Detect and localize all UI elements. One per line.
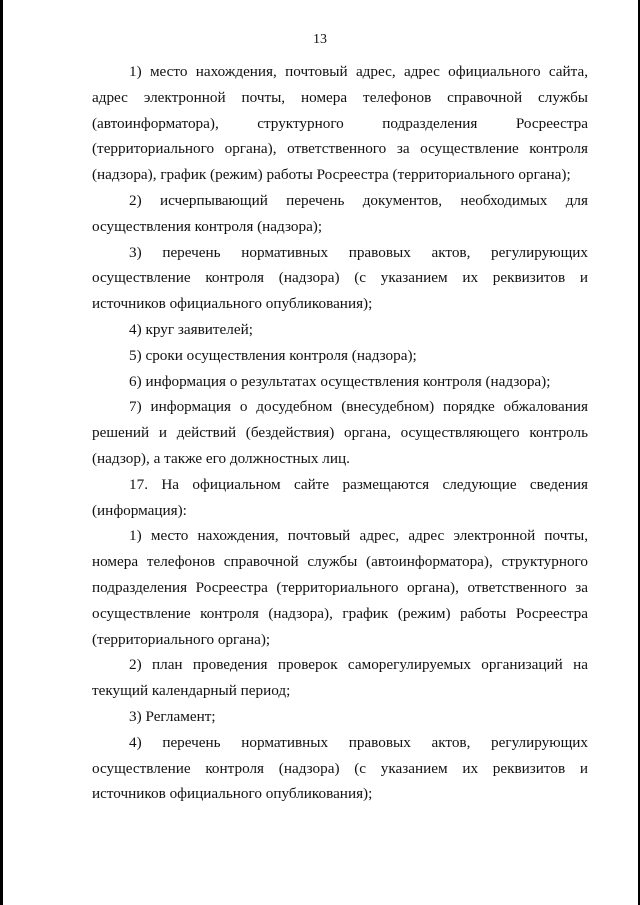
document-body <box>92 59 588 807</box>
paragraph-6: 6) информация о результатах осуществления контроля (надзора); <box>129 372 551 390</box>
page-number: 13 <box>313 32 327 47</box>
paragraph-7: 7) информация о досудебном (внесудебном) порядке обжалования решений и действий (бездействия) органа, осуществляющего контроль (надзор), а также его должностных лиц. <box>92 398 588 467</box>
paragraph-12: 4) перечень нормативных правовых актов, регулирующих осуществление контроля (надзора) (с указанием их реквизитов и источников официального опубликования); <box>92 733 588 803</box>
paragraph-5: 5) сроки осуществления контроля (надзора); <box>129 346 417 364</box>
paragraph-1: 1) место нахождения, почтовый адрес, адрес официального сайта, адрес электронной почты, номера телефонов справочной службы (автоинформатора), структурного подразделения Росреестра (территориального органа), ответственного за осуществление контроля (надзора), график (режим) работы Росреестра (территориального органа); <box>92 63 588 184</box>
paragraph-4: 4) круг заявителей; <box>129 320 253 338</box>
paragraph-10: 2) план проведения проверок саморегулируемых организаций на текущий календарный период; <box>92 656 588 700</box>
paragraph-3: 3) перечень нормативных правовых актов, регулирующих осуществление контроля (надзора) (с указанием их реквизитов и источников официального опубликования); <box>92 243 588 313</box>
paragraph-2: 2) исчерпывающий перечень документов, необходимых для осуществления контроля (надзора); <box>92 191 588 235</box>
scan-left-edge <box>0 0 3 905</box>
paragraph-9: 1) место нахождения, почтовый адрес, адрес электронной почты, номера телефонов справочной службы (автоинформатора), структурного подразделения Росреестра (территориального органа), ответственного за осуществление контроля (надзора), график (режим) работы Росреестра (территориального органа); <box>92 527 588 648</box>
paragraph-8: 17. На официальном сайте размещаются следующие сведения (информация): <box>92 475 588 519</box>
paragraph-11: 3) Регламент; <box>129 707 216 725</box>
